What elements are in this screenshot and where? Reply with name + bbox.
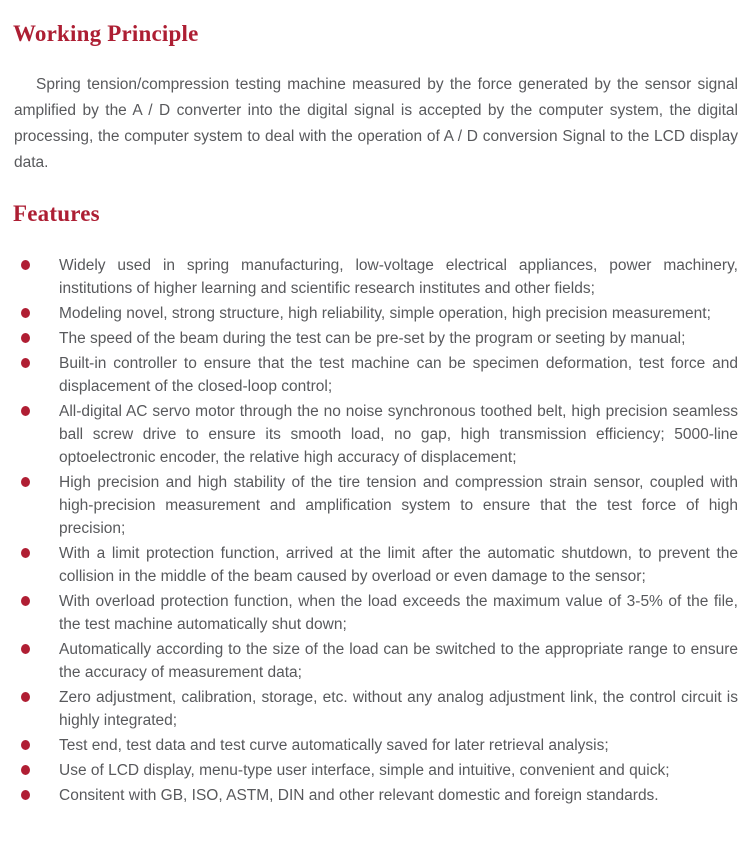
circle-bullet-icon	[21, 790, 30, 800]
feature-list-item	[13, 734, 738, 757]
feature-list-item	[13, 686, 738, 732]
working-principle-heading: Working Principle	[13, 21, 199, 46]
circle-bullet-icon	[21, 692, 30, 702]
feature-list-item	[13, 254, 738, 300]
features-heading: Features	[13, 201, 100, 226]
feature-list-item	[13, 590, 738, 636]
feature-text: Use of LCD display, menu-type user interface, simple and intuitive, convenient and quick;	[59, 762, 670, 779]
feature-text: Modeling novel, strong structure, high reliability, simple operation, high precision measurement;	[59, 305, 711, 322]
feature-list-item	[13, 471, 738, 540]
feature-list-item	[13, 400, 738, 469]
circle-bullet-icon	[21, 260, 30, 270]
feature-text: High precision and high stability of the tire tension and compression strain sensor, coupled with high-precision measurement and amplification system to ensure that the test force of high precision;	[59, 474, 738, 537]
feature-list-item	[13, 542, 738, 588]
feature-text: Built-in controller to ensure that the test machine can be specimen deformation, test force and displacement of the closed-loop control;	[59, 355, 738, 395]
circle-bullet-icon	[21, 740, 30, 750]
circle-bullet-icon	[21, 644, 30, 654]
feature-text: Consitent with GB, ISO, ASTM, DIN and other relevant domestic and foreign standards.	[59, 787, 659, 804]
feature-text: All-digital AC servo motor through the no noise synchronous toothed belt, high precision seamless ball screw drive to ensure its smooth load, no gap, high transmission efficiency; 5000-line optoelectronic encoder, the relative high accuracy of displacement;	[59, 403, 738, 466]
feature-text: Widely used in spring manufacturing, low-voltage electrical appliances, power machinery, institutions of higher learning and scientific research institutes and other fields;	[59, 257, 738, 297]
feature-list-item	[13, 352, 738, 398]
features-list	[13, 254, 738, 807]
circle-bullet-icon	[21, 477, 30, 487]
feature-text: The speed of the beam during the test can be pre-set by the program or seeting by manual;	[59, 330, 686, 347]
feature-text: With overload protection function, when the load exceeds the maximum value of 3-5% of the file, the test machine automatically shut down;	[59, 593, 738, 633]
feature-list-item	[13, 327, 738, 350]
feature-list-item	[13, 638, 738, 684]
feature-text: Automatically according to the size of the load can be switched to the appropriate range to ensure the accuracy of measurement data;	[59, 641, 738, 681]
circle-bullet-icon	[21, 765, 30, 775]
feature-list-item	[13, 784, 738, 807]
circle-bullet-icon	[21, 406, 30, 416]
feature-list-item	[13, 759, 738, 782]
circle-bullet-icon	[21, 333, 30, 343]
circle-bullet-icon	[21, 308, 30, 318]
feature-text: Test end, test data and test curve automatically saved for later retrieval analysis;	[59, 737, 609, 754]
circle-bullet-icon	[21, 548, 30, 558]
feature-text: Zero adjustment, calibration, storage, etc. without any analog adjustment link, the control circuit is highly integrated;	[59, 689, 738, 729]
circle-bullet-icon	[21, 596, 30, 606]
working-principle-paragraph: Spring tension/compression testing machine measured by the force generated by the sensor signal amplified by the A / D converter into the digital signal is accepted by the computer system, the digital processing, the computer system to deal with the operation of A / D conversion Signal to the LCD display data.	[14, 76, 738, 171]
feature-list-item	[13, 302, 738, 325]
feature-text: With a limit protection function, arrived at the limit after the automatic shutdown, to prevent the collision in the middle of the beam caused by overload or even damage to the sensor;	[59, 545, 738, 585]
circle-bullet-icon	[21, 358, 30, 368]
